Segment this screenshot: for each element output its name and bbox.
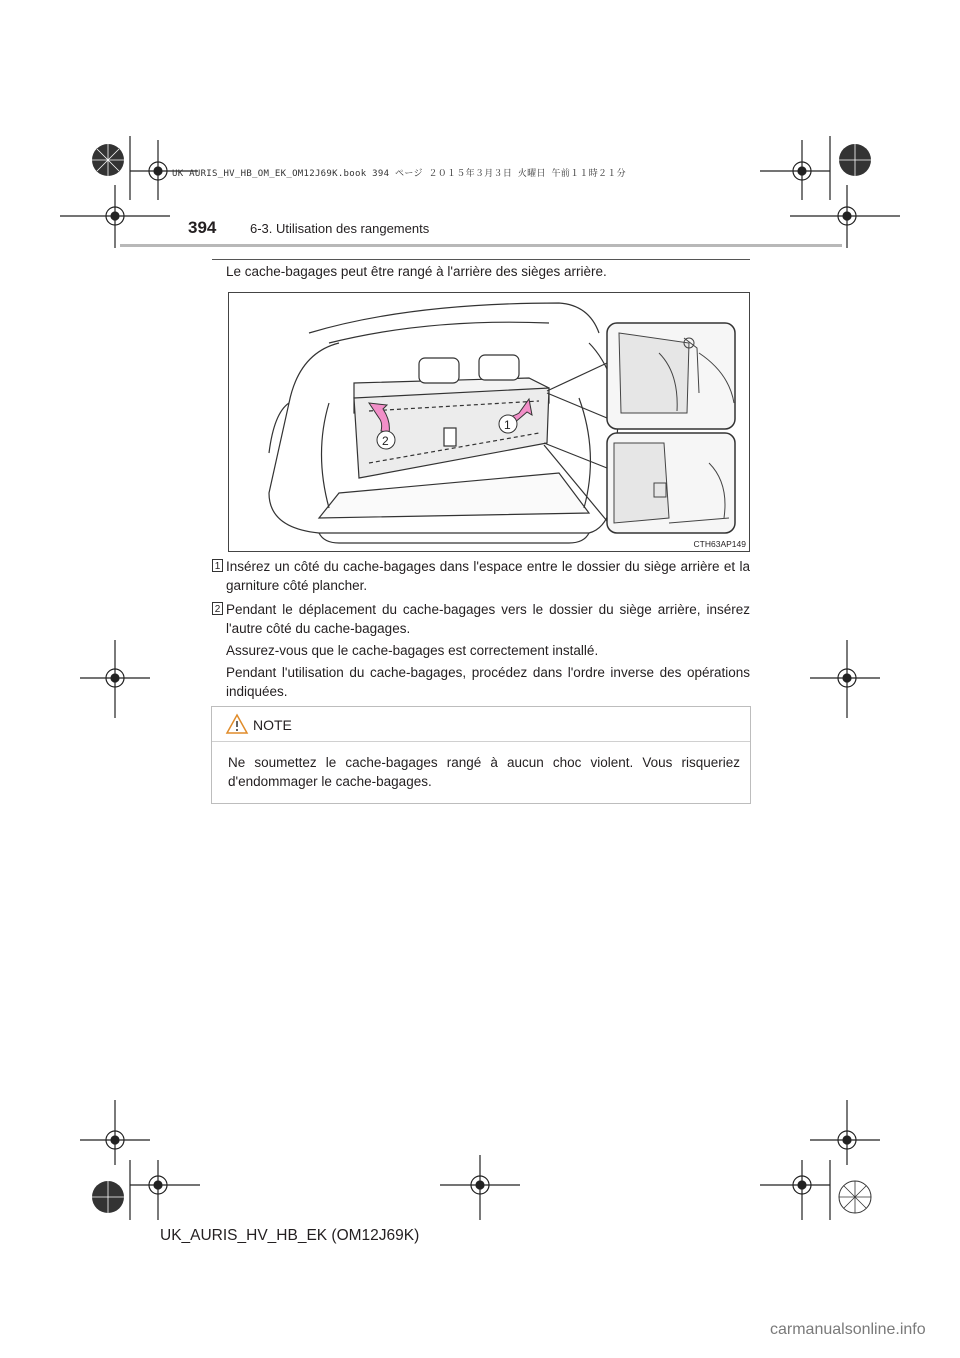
- note-header: [212, 707, 750, 742]
- note-text: Ne soumettez le cache-bagages rangé à aucun choc violent. Vous risqueriez d'endommager le cache-bagages.: [228, 755, 740, 789]
- step-2: [212, 600, 750, 638]
- callout-2: 2: [382, 434, 389, 448]
- step-number-2: 2: [212, 602, 223, 615]
- figure-code: CTH63AP149: [693, 539, 746, 549]
- car-trunk-drawing: [229, 293, 749, 551]
- note-box: [211, 706, 751, 804]
- callout-1: 1: [504, 418, 511, 432]
- intro-text: Le cache-bagages peut être rangé à l'arrière des sièges arrière.: [226, 264, 607, 279]
- content-rule: [212, 259, 750, 260]
- paragraph-installed: Assurez-vous que le cache-bagages est correctement installé.: [226, 643, 599, 658]
- cargo-cover-illustration: [228, 292, 750, 552]
- warning-icon: [225, 713, 249, 735]
- header-rule: [120, 244, 842, 247]
- page-number: 394: [188, 218, 217, 237]
- note-title: NOTE: [253, 717, 292, 733]
- watermark: carmanualsonline.info: [770, 1321, 926, 1338]
- step-number-1: 1: [212, 559, 223, 572]
- paragraph-reverse-order: Pendant l'utilisation du cache-bagages, procédez dans l'ordre inverse des opérations indiquées.: [226, 665, 750, 699]
- step-1-text: Insérez un côté du cache-bagages dans l'espace entre le dossier du siège arrière et la garniture côté plancher.: [226, 559, 750, 593]
- model-code: UK_AURIS_HV_HB_EK (OM12J69K): [160, 1227, 420, 1244]
- section-title: 6-3. Utilisation des rangements: [250, 221, 430, 236]
- print-info: UK AURIS_HV_HB_OM_EK_OM12J69K.book 394 ページ ２０１５年３月３日 火曜日 午前１１時２１分: [172, 169, 626, 179]
- step-2-text: Pendant le déplacement du cache-bagages vers le dossier du siège arrière, insérez l'autre côté du cache-bagages.: [226, 602, 750, 636]
- step-1: [212, 557, 750, 595]
